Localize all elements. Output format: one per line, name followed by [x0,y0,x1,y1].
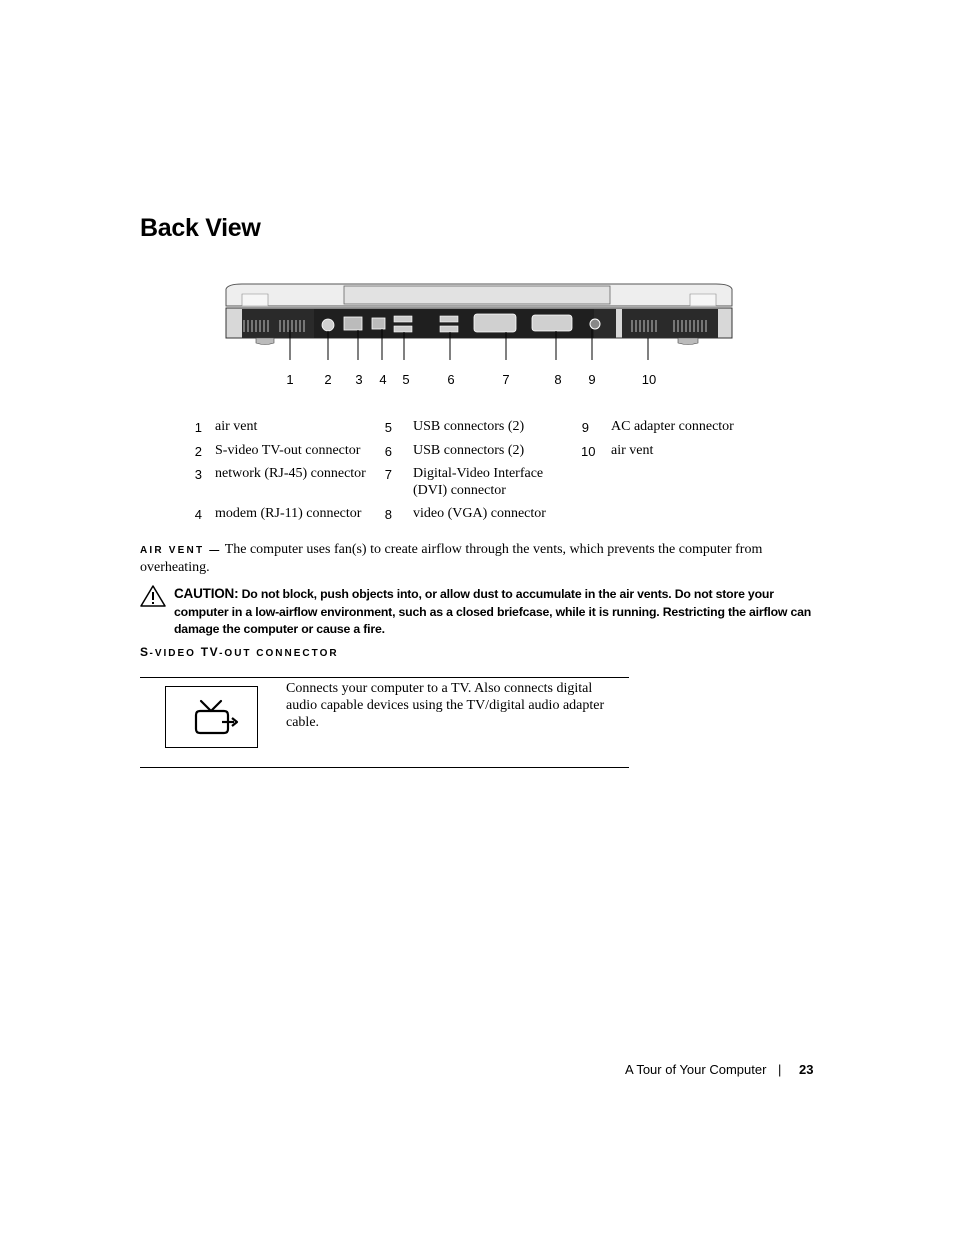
laptop-back-view-illustration [222,280,736,360]
caution-notice [174,585,814,639]
table-bottom-rule [140,767,629,768]
legend-number: 3 [194,467,202,482]
legend-text: air vent [611,443,654,458]
tv-out-icon-box [165,686,258,748]
legend-text: USB connectors (2) [413,419,525,434]
legend-number: 2 [194,444,202,459]
legend-number: 1 [194,420,202,435]
caution-text: Do not block, push objects into, or allow dust to accumulate in the air vents. Do not store your computer in a low-airflow environment, such as a closed briefcase, while it is running. Restricting the airflow can damage the computer or cause a fire. [174,587,812,636]
legend-text: USB connectors (2) [413,443,525,458]
legend-number: 7 [384,467,392,482]
table-top-rule [140,677,629,678]
legend-number: 9 [581,420,589,435]
svideo-heading-end: -OUT CONNECTOR [219,648,339,659]
callout-number: 1 [286,372,294,387]
legend-text: network (RJ-45) connector [215,466,366,481]
callout-number: 7 [502,372,510,387]
legend-text: AC adapter connector [611,419,734,434]
legend-number: 8 [384,507,392,522]
legend-number: 5 [384,420,392,435]
legend-number: 10 [581,444,596,459]
footer-page-number: 23 [799,1062,814,1077]
callout-number: 2 [324,372,332,387]
legend-text: Digital-Video Interface (DVI) connector [413,466,544,498]
caution-label: CAUTION: [174,586,239,601]
callout-number: 4 [379,372,387,387]
legend-text: S-video TV-out connector [215,443,361,458]
callout-number: 8 [554,372,562,387]
callout-legend [188,418,768,528]
footer-separator: | [778,1062,782,1077]
legend-text: video (VGA) connector [413,506,546,521]
footer-chapter: A Tour of Your Computer [625,1062,767,1077]
svideo-description: Connects your computer to a TV. Also connects digital audio capable devices using the TV/digital audio adapter cable. [286,681,605,730]
svideo-heading-tv: TV [200,645,220,659]
callout-number: 9 [588,372,596,387]
svideo-heading-part: -VIDEO [149,648,201,659]
callout-number: 6 [447,372,455,387]
callout-number: 5 [402,372,410,387]
svideo-heading [140,645,339,659]
svideo-heading-initial: S [140,645,150,659]
air-vent-paragraph [140,541,800,576]
legend-number: 4 [194,507,202,522]
page-title: Back View [140,214,261,242]
tv-out-icon [166,687,257,747]
legend-number: 6 [384,444,392,459]
air-vent-text: The computer uses fan(s) to create airflow through the vents, which prevents the computer from overheating. [140,542,763,575]
caution-icon [140,585,166,607]
legend-text: modem (RJ-11) connector [215,506,362,521]
callout-number: 10 [641,372,657,387]
air-vent-heading: AIR VENT — [140,545,222,556]
legend-text: air vent [215,419,258,434]
callout-number: 3 [355,372,363,387]
